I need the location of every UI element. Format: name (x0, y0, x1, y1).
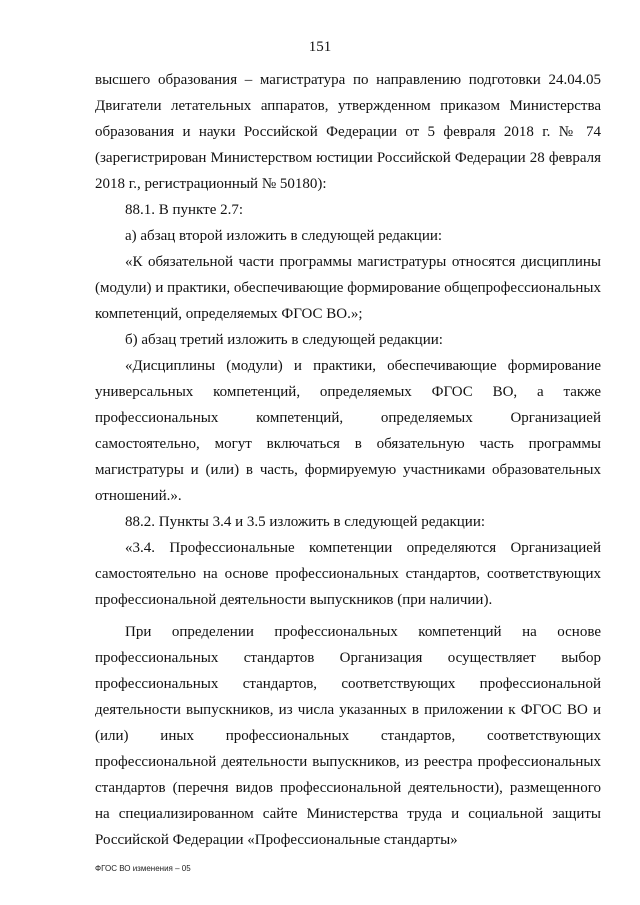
paragraph: а) абзац второй изложить в следующей редакции: (125, 228, 443, 244)
footer-note: ФГОС ВО изменения – 05 (95, 864, 191, 873)
paragraph: «К обязательной части программы магистратуры относятся дисциплины (модули) и практики, обеспечивающие формирование общепрофессиональных компетенций, определяемых ФГОС ВО.»; (95, 254, 601, 322)
page-number: 151 (308, 39, 332, 55)
paragraph: 88.2. Пункты 3.4 и 3.5 изложить в следующей редакции: (125, 514, 486, 530)
paragraph: «3.4. Профессиональные компетенции определяются Организацией самостоятельно на основе профессиональных стандартов, соответствующих профессиональной деятельности выпускников (при наличии). (95, 540, 601, 608)
paragraph: При определении профессиональных компетенций на основе профессиональных стандартов Организация осуществляет выбор профессиональных стандартов, соответствующих профессиональной деятельности выпускников, из числа указанных в приложении к ФГОС ВО и (или) иных профессиональных стандартов, соответствующих профессиональной деятельности выпускников, из реестра профессиональных стандартов (перечня видов профессиональной деятельности), размещенного на специализированном сайте Министерства труда и социальной защиты Российской Федерации «Профессиональные стандарты» (95, 624, 601, 848)
paragraph: высшего образования – магистратура по направлению подготовки 24.04.05 Двигатели летательных аппаратов, утвержденном приказом Министерства образования и науки Российской Федерации от 5 февраля 2018 г. № 74 (зарегистрирован Министерством юстиции Российской Федерации 28 февраля 2018 г., регистрационный № 50180): (95, 72, 601, 192)
paragraph: б) абзац третий изложить в следующей редакции: (125, 332, 443, 348)
paragraph: 88.1. В пункте 2.7: (125, 202, 244, 218)
document-body (95, 67, 601, 853)
paragraph: «Дисциплины (модули) и практики, обеспечивающие формирование универсальных компетенций, определяемых ФГОС ВО, а также профессиональных компетенций, определяемых Организацией самостоятельно, могут включаться в обязательную часть программы магистратуры и (или) в часть, формируемую участниками образовательных отношений.». (95, 358, 601, 504)
